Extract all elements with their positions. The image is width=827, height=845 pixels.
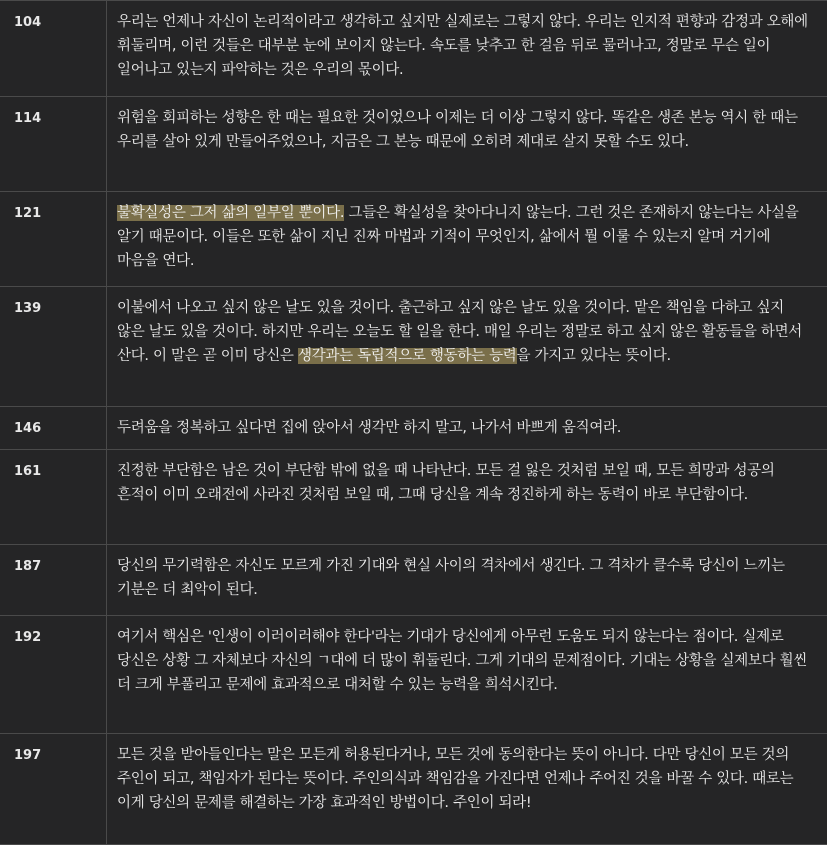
page-number: 146 <box>0 407 107 449</box>
quote-text: 모든 것을 받아들인다는 말은 모든게 허용된다거나, 모든 것에 동의한다는 뜻이 아니다. 다만 당신이 모든 것의 주인이 되고, 책임자가 된다는 뜻이다. 주인의식과 책임감을 가진다면 언제나 주어진 것을 바꿀 수 있다. 때로는 이게 당신의 문제를 해결하는 가장 효과적인 방법이다. 주인이 되라! <box>117 747 794 811</box>
table-row <box>0 97 827 192</box>
quote-text: 진정한 부단함은 남은 것이 부단함 밖에 없을 때 나타난다. 모든 걸 잃은 것처럼 보일 때, 모든 희망과 성공의 흔적이 이미 오래전에 사라진 것처럼 보일 때, 그때 당신을 계속 정진하게 하는 동력이 바로 부단함이다. <box>117 463 775 503</box>
page-number: 139 <box>0 287 107 406</box>
table-row <box>0 734 827 845</box>
page-number: 192 <box>0 616 107 733</box>
quote-text <box>107 192 827 286</box>
quote-text-start: 이불에서 나오고 싶지 않은 날도 있을 것이다. 출근하고 싶지 않은 날도 있을 것이다. 맡은 책임을 다하고 싶지 않은 날도 있을 것이다. 하지만 우리는 오늘도 할 일을 한다. 매일 우리는 정말로 하고 싶지 않은 활동들을 하면서 산다. 이 말은 곧 이미 당신은 <box>117 300 802 364</box>
quote-text: 여기서 핵심은 '인생이 이러이러해야 한다'라는 기대가 당신에게 아무런 도움도 되지 않는다는 점이다. 실제로 당신은 상황 그 자체보다 자신의 ㄱ대에 더 많이 휘둘린다. 그게 기대의 문제점이다. 기대는 상황을 실제보다 훨씬 더 크게 부풀리고 문제에 효과적으로 대처할 수 있는 능력을 희석시킨다. <box>117 629 808 693</box>
table-row <box>0 1 827 97</box>
highlighted-text: 생각과는 독립적으로 행동하는 능력 <box>297 348 517 364</box>
quote-text: 위험을 회피하는 성향은 한 때는 필요한 것이었으나 이제는 더 이상 그렇지 않다. 똑같은 생존 본능 역시 한 때는 우리를 살아 있게 만들어주었으나, 지금은 그 본능 때문에 오히려 제대로 살지 못할 수도 있다. <box>117 110 798 150</box>
table-row <box>0 545 827 616</box>
quote-text: 우리는 언제나 자신이 논리적이라고 생각하고 싶지만 실제로는 그렇지 않다. 우리는 인지적 편향과 감정과 오해에 휘둘리며, 이런 것들은 대부분 눈에 보이지 않는다. 속도를 낮추고 한 걸음 뒤로 물러나고, 정말로 무슨 일이 일어나고 있는지 파악하는 것은 우리의 몫이다. <box>117 14 808 78</box>
quote-text: 당신의 무기력함은 자신도 모르게 가진 기대와 현실 사이의 격차에서 생긴다. 그 격차가 클수록 당신이 느끼는 기분은 더 최악이 된다. <box>117 558 785 598</box>
quote-text-rest: 그들은 확실성을 찾아다니지 않는다. 그런 것은 존재하지 않는다는 사실을 알기 때문이다. 이들은 또한 삶이 지닌 진짜 마법과 기적이 무엇인지, 삶에서 뭘 이룰 수 있는지 알며 거기에 마음을 연다. <box>117 205 799 269</box>
page-number: 187 <box>0 545 107 615</box>
page-number: 104 <box>0 1 107 96</box>
page-number: 121 <box>0 192 107 286</box>
table-row <box>0 450 827 545</box>
table-row <box>0 616 827 734</box>
table-row <box>0 192 827 287</box>
quote-text-rest: 을 가지고 있다는 뜻이다. <box>516 348 671 364</box>
page-number: 161 <box>0 450 107 544</box>
highlighted-text: 불확실성은 그저 삶의 일부일 뿐이다. <box>117 205 345 221</box>
page-number: 197 <box>0 734 107 844</box>
table-row <box>0 407 827 450</box>
page-number: 114 <box>0 97 107 191</box>
table-row <box>0 287 827 407</box>
quote-text: 두려움을 정복하고 싶다면 집에 앉아서 생각만 하지 말고, 나가서 바쁘게 움직여라. <box>117 420 622 436</box>
quote-text <box>107 287 827 406</box>
